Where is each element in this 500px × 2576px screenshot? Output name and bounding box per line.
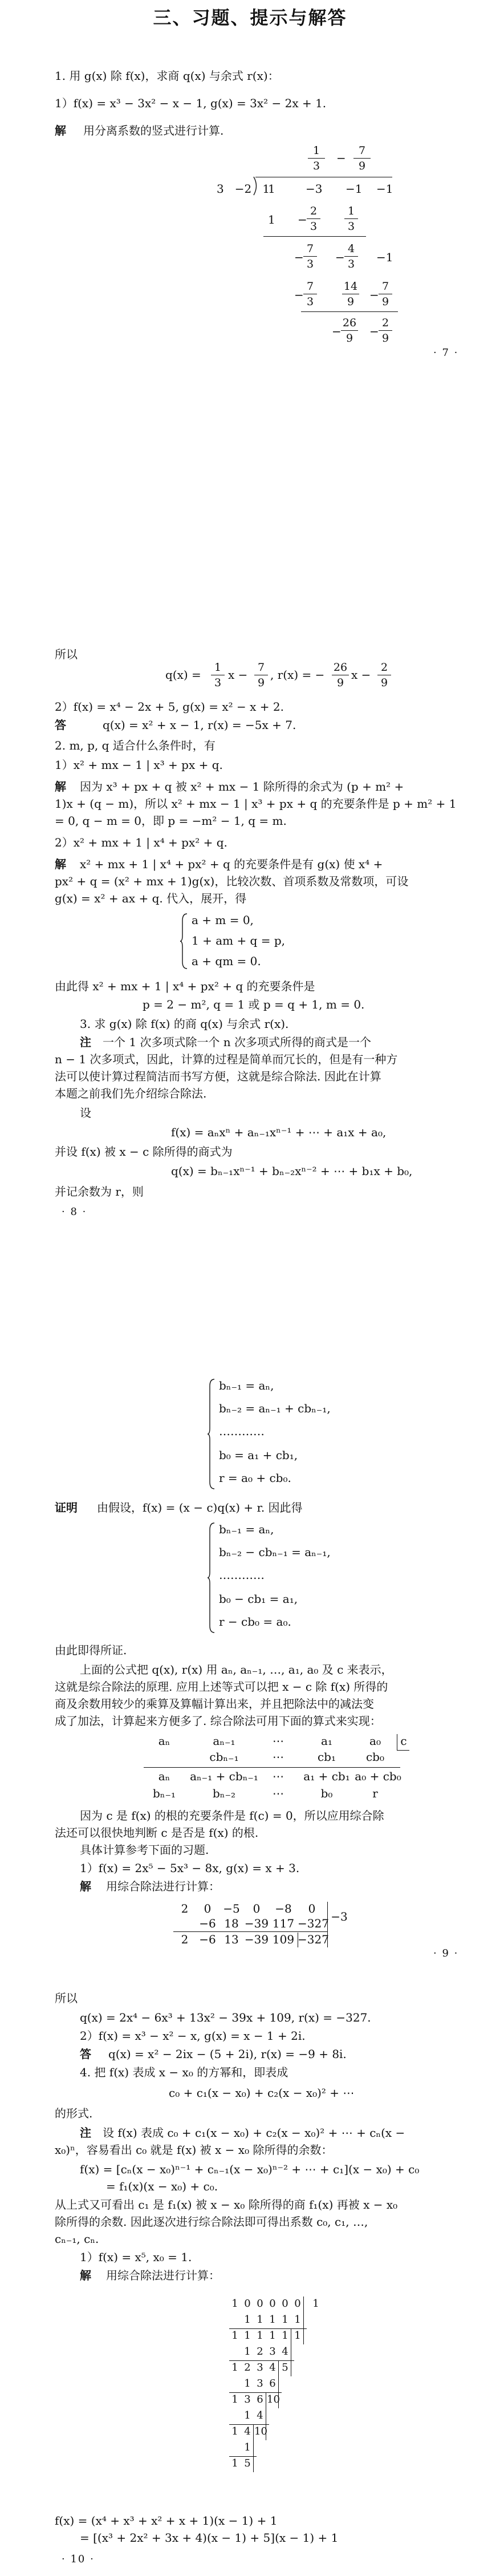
table-cell: 4 — [282, 2346, 288, 2358]
exercise-3-2: 2）f(x) = x³ − x² − x, g(x) = x − 1 + 2i. — [80, 2029, 306, 2043]
note-b: x₀)ⁿ，容易看出 c₀ 就是 f(x) 被 x − x₀ 除所得的余数： — [55, 2143, 333, 2157]
solution-2-1-a: 因为 x³ + px + q 被 x² + mx − 1 除所得的余式为 (p + m² + — [80, 780, 404, 793]
table-cell: 4 — [244, 2425, 251, 2437]
table-cell: 3 — [269, 2346, 276, 2358]
eq-2: = f₁(x)(x − x₀) + c₀. — [106, 2180, 218, 2193]
let: 设 — [80, 1106, 91, 1120]
para-c: 商及余数用较少的乘算及算幅计算出来，并且把除法中的减法变 — [55, 1697, 374, 1711]
power-sum-expr: c₀ + c₁(x − x₀) + c₂(x − x₀)² + ⋯ — [169, 2086, 355, 2100]
form: 的形式. — [55, 2107, 93, 2120]
section-title: 三、习题、提示与解答 — [153, 7, 347, 29]
step1-minus: − — [298, 213, 307, 226]
note-d: 本题之前我们先介绍综合除法. — [55, 1087, 207, 1100]
table-cell: 1 — [294, 2330, 301, 2342]
exercise-3-1: 1）f(x) = 2x⁵ − 5x³ − 8x, g(x) = x + 3. — [80, 1861, 300, 1875]
dividend-3: −1 — [345, 182, 363, 196]
syn-c-underline — [397, 1750, 409, 1751]
proof-label: 证明 — [55, 1501, 78, 1514]
dividend-2: −3 — [306, 182, 323, 196]
step3-b: 14 9 — [342, 280, 359, 309]
t1-r2-1: −6 — [199, 1917, 216, 1930]
step3-minus-c: − — [369, 288, 379, 302]
table-rule — [229, 2328, 307, 2329]
t1-r1-3: 0 — [253, 1902, 261, 1915]
eq-r-lhs: , r(x) = − — [270, 668, 325, 682]
para-d: 成了加法，计算起来方便多了. 综合除法可用下面的算式来实现： — [55, 1714, 381, 1728]
table-cell: 1 — [231, 2330, 238, 2342]
table-divider — [278, 2360, 279, 2408]
solution-text: 用综合除法进行计算： — [106, 2269, 220, 2282]
para-b: 这就是综合除法的原理. 应用上述等式可以把 x − c 除 f(x) 所得的 — [55, 1680, 388, 1694]
solution-2-1-c: = 0, q − m = 0，即 p = −m² − 1, q = m. — [55, 814, 287, 828]
syn-r4-r: r — [372, 1787, 378, 1800]
system2-eq-4: b₀ − cb₁ = a₁, — [219, 1592, 298, 1606]
solution-text: 用综合除法进行计算： — [106, 1880, 220, 1893]
exercise-1-1: 1）f(x) = x³ − 3x² − x − 1, g(x) = 3x² − 2x + 1. — [55, 96, 327, 110]
proof-text: 由假设，f(x) = (x − c)q(x) + r. 因此得 — [97, 1501, 303, 1514]
syn-r1-c: c — [400, 1734, 407, 1748]
system1-eq-5: r = a₀ + cb₀. — [219, 1471, 291, 1485]
table-cell: 1 — [282, 2314, 288, 2326]
table-cell: 10 — [267, 2393, 280, 2405]
t1-r2-3: −39 — [244, 1917, 269, 1930]
page-number: · 8 · — [62, 1206, 87, 1218]
solution-label-2-1: 解 — [55, 780, 66, 793]
table-cell: 3 — [257, 2377, 263, 2389]
syn-r2-cb0: cb₀ — [365, 1750, 385, 1764]
table-cell: 1 — [244, 2346, 251, 2358]
table-cell: 1 — [244, 2330, 251, 2342]
solution-label: 解 — [80, 1880, 91, 1893]
syn-r3-an: aₙ — [158, 1769, 170, 1783]
table-cell: 1 — [244, 2314, 251, 2326]
answer-3-2: q(x) = x² − 2ix − (5 + 2i), r(x) = −9 + 8i. — [108, 2047, 347, 2061]
exercise-2-2: 2）x² + mx + 1 | x⁴ + px² + q. — [55, 836, 227, 849]
table-rule — [229, 2392, 282, 2393]
t1-r2-2: 18 — [224, 1917, 239, 1930]
syn-r3-a0: a₀ + cb₀ — [355, 1769, 401, 1783]
fx-def: f(x) = aₙxⁿ + aₙ₋₁xⁿ⁻¹ + ⋯ + a₁x + a₀, — [171, 1125, 387, 1139]
system-brace — [180, 913, 188, 970]
step4-a: 26 9 — [341, 316, 358, 345]
system1-brace — [208, 1378, 216, 1490]
table-cell: 5 — [244, 2457, 251, 2469]
table-cell: 1 — [257, 2314, 263, 2326]
syn-r4-b0: b₀ — [320, 1787, 333, 1800]
table-cell: 1 — [244, 2377, 251, 2389]
syn-r2-cbn1: cbₙ₋₁ — [209, 1750, 239, 1764]
table-cell: 10 — [254, 2425, 267, 2437]
exercise-2: 2. m, p, q 适合什么条件时，有 — [55, 739, 216, 752]
eq-q-a: 1 3 — [211, 661, 225, 690]
table-cell: 1 — [231, 2457, 238, 2469]
exercise-2-1: 1）x² + mx − 1 | x³ + px + q. — [55, 758, 223, 772]
system1-eq-4: b₀ = a₁ + cb₁, — [219, 1448, 298, 1462]
quotient-coef-b: 7 9 — [353, 144, 371, 173]
t1-r2-5: −327 — [298, 1917, 329, 1930]
table-rule — [229, 2456, 257, 2457]
eq-q-lhs: q(x) = — [165, 668, 205, 682]
eq-r-b: 2 9 — [377, 661, 391, 690]
syn-r4-bn2: bₙ₋₂ — [212, 1787, 236, 1800]
divisor: 3 −2 1 — [217, 182, 270, 196]
solution-2-2-a: x² + mx + 1 | x⁴ + px² + q 的充要条件是有 g(x) 使 x⁴ + — [80, 857, 383, 871]
table-cell: 1 — [269, 2314, 276, 2326]
syn-r1-an1: aₙ₋₁ — [213, 1734, 235, 1748]
system1-eq-1: bₙ₋₁ = aₙ, — [219, 1379, 274, 1392]
t1-r3-1: −6 — [199, 1933, 216, 1946]
table-cell: 0 — [294, 2298, 301, 2310]
answer-1-2: q(x) = x² + x − 1, r(x) = −5x + 7. — [103, 718, 296, 732]
system1-eq-3: ………… — [219, 1424, 265, 1438]
system1-eq-2: bₙ₋₂ = aₙ₋₁ + cbₙ₋₁, — [219, 1402, 331, 1415]
t1-r3-2: 13 — [224, 1933, 239, 1946]
exercise-1-2: 2）f(x) = x⁴ − 2x + 5, g(x) = x² − x + 2. — [55, 700, 284, 714]
step2-c: −1 — [376, 250, 393, 264]
from-c: cₙ₋₁, cₙ. — [55, 2232, 99, 2246]
repeated-synthetic-division — [229, 2295, 326, 2489]
step1-c: 1 3 — [344, 204, 358, 233]
step4-minus-a: − — [332, 325, 342, 338]
suoyi: 所以 — [55, 1991, 78, 2005]
system2-eq-1: bₙ₋₁ = aₙ, — [219, 1522, 274, 1536]
syn-r1-an: aₙ — [158, 1734, 170, 1748]
solution-label-2-2: 解 — [55, 857, 66, 871]
system-eq-2: 1 + am + q = p, — [192, 934, 285, 947]
table-cell: 4 — [269, 2362, 276, 2374]
table-cell: 0 — [257, 2298, 263, 2310]
page-8 — [0, 645, 500, 1249]
table-cell: 0 — [244, 2298, 251, 2310]
step1-a: 1 — [268, 213, 275, 226]
page-10 — [0, 1987, 500, 2575]
answer-label: 答 — [80, 2047, 91, 2061]
table-cell: 1 — [282, 2330, 288, 2342]
t1-divisor: −3 — [331, 1910, 348, 1923]
step2-b: 4 3 — [344, 242, 358, 271]
page-number: · 7 · — [433, 347, 459, 359]
syn-rule — [144, 1767, 400, 1768]
step3-a: 7 3 — [303, 280, 317, 309]
division-bracket — [253, 177, 260, 195]
table-divider — [303, 2296, 304, 2344]
conclusion-b: p = 2 − m², q = 1 或 p = q + 1, m = 0. — [143, 998, 365, 1011]
fx-expansion-a: f(x) = (x⁴ + x³ + x² + x + 1)(x − 1) + 1 — [55, 2514, 278, 2528]
step4-b: 2 9 — [379, 316, 392, 345]
table-cell: 6 — [269, 2377, 276, 2389]
t1-r3-4: 109 — [272, 1933, 295, 1946]
table-cell: 3 — [257, 2362, 263, 2374]
table-cell: 1 — [231, 2393, 238, 2405]
syn-r3-dots: ⋯ — [273, 1769, 284, 1783]
note-b: n − 1 次多项式，因此，计算的过程是简单而冗长的，但是有一种方 — [55, 1052, 398, 1066]
step1-b: 2 3 — [307, 204, 320, 233]
system2-eq-2: bₙ₋₂ − cbₙ₋₁ = aₙ₋₁, — [219, 1545, 331, 1559]
eq-q-b: 7 9 — [254, 661, 268, 690]
system2-eq-3: ………… — [219, 1568, 265, 1582]
syn-r1-dots: ⋯ — [273, 1734, 284, 1748]
table-cell: 4 — [257, 2409, 263, 2421]
table-divider — [253, 2424, 254, 2472]
step3-minus-a: − — [294, 288, 304, 302]
note-a: 一个 1 次多项式除一个 n 次多项式所得的商式是一个 — [103, 1035, 372, 1049]
syn-r2-dots: ⋯ — [273, 1750, 284, 1764]
from-b: 除所得的余数. 因此逐次进行综合除法即可得出系数 c₀, c₁, …, — [55, 2215, 368, 2229]
note-a: 设 f(x) 表成 c₀ + c₁(x − x₀) + c₂(x − x₀)² + ⋯ + cₙ(x − — [103, 2126, 405, 2140]
table-cell: 1 — [244, 2441, 251, 2453]
exercise-4-1: 1）f(x) = x⁵, x₀ = 1. — [80, 2250, 192, 2264]
table-cell: 5 — [282, 2362, 288, 2374]
quotient-coef-a: 1 3 — [308, 144, 325, 173]
table-cell: 2 — [244, 2362, 251, 2374]
table-cell: 1 — [231, 2362, 238, 2374]
suoyi: 所以 — [55, 647, 78, 661]
solution-text: 用分离系数的竖式进行计算. — [83, 124, 224, 137]
para-a: 上面的公式把 q(x), r(x) 用 aₙ, aₙ₋₁, …, a₁, a₀ 及 c 来表示， — [80, 1663, 393, 1676]
note-label: 注 — [80, 2126, 91, 2140]
page-number: · 9 · — [433, 1947, 459, 1959]
syn-r1-a1: a₁ — [321, 1734, 332, 1748]
note-label: 注 — [80, 1035, 91, 1049]
t1-r3-3: −39 — [244, 1933, 269, 1946]
table-cell: 0 — [282, 2298, 288, 2310]
dividend-4: −1 — [376, 182, 393, 196]
system-eq-3: a + qm = 0. — [192, 954, 261, 968]
table-cell: 1 — [294, 2314, 301, 2326]
system2-eq-5: r − cb₀ = a₀. — [219, 1615, 291, 1629]
conclusion-a: 由此得 x² + mx + 1 | x⁴ + px² + q 的充要条件是 — [55, 979, 315, 993]
from-a: 从上式又可看出 c₁ 是 f₁(x) 被 x − x₀ 除所得的商 f₁(x) 再被 x − x₀ — [55, 2198, 398, 2212]
eq-r-a: 26 9 — [332, 661, 349, 690]
solution-label: 解 — [80, 2269, 91, 2282]
table-cell: 6 — [257, 2393, 263, 2405]
table-cell: 0 — [269, 2298, 276, 2310]
and-let: 并设 f(x) 被 x − c 除所得的商式为 — [55, 1145, 233, 1159]
exercise-3: 3. 求 g(x) 除 f(x) 的商 q(x) 与余式 r(x). — [80, 1017, 289, 1031]
t1-r3-0: 2 — [181, 1933, 189, 1946]
solution-2-2-b: px² + q = (x² + mx + 1)g(x)，比较次数、首项系数及常数项，可设 — [55, 874, 409, 888]
table-cell: 1 — [244, 2409, 251, 2421]
exercise-4: 4. 把 f(x) 表成 x − x₀ 的方幂和，即表成 — [80, 2065, 288, 2079]
system-eq-1: a + m = 0, — [192, 913, 254, 927]
table-rule — [229, 2424, 269, 2425]
t1-r1-2: −5 — [223, 1902, 240, 1915]
table-cell: 1 — [257, 2330, 263, 2342]
table-cell: 3 — [244, 2393, 251, 2405]
t1-r1-5: 0 — [308, 1902, 316, 1915]
syn-r3-a1: a₁ + cb₁ — [303, 1769, 350, 1783]
since-b: 法还可以很快地判断 c 是否是 f(x) 的根. — [55, 1826, 259, 1840]
step3-rule — [301, 311, 398, 312]
page-number: · 10 · — [62, 2553, 95, 2565]
t1-r1-0: 2 — [181, 1902, 189, 1915]
t1-rule — [173, 1931, 327, 1932]
eq-r-x: x − — [351, 668, 375, 682]
practice: 具体计算参考下面的习题. — [80, 1843, 209, 1857]
note-c: 法可以使计算过程简洁而书写方便，这就是综合除法. 因此在计算 — [55, 1070, 381, 1083]
answer-label: 答 — [55, 718, 66, 732]
t1-r1-1: 0 — [204, 1902, 212, 1915]
page-9 — [0, 1298, 500, 1960]
remainder-def: 并记余数为 r，则 — [55, 1185, 144, 1198]
step2-a: 7 3 — [303, 242, 317, 271]
t1-r3-5: −327 — [298, 1933, 329, 1946]
step2-minus-a: − — [294, 250, 304, 264]
table-cell: 1 — [231, 2298, 238, 2310]
syn-r4-dots: ⋯ — [273, 1787, 284, 1800]
quotient-minus: − — [336, 151, 346, 165]
table-cell: 1 — [231, 2425, 238, 2437]
t1-r2-4: 117 — [272, 1917, 295, 1930]
result-3-1: q(x) = 2x⁴ − 6x³ + 13x² − 39x + 109, r(x) = −327. — [80, 2011, 371, 2024]
fx-expansion-b: = [(x³ + 2x² + 3x + 4)(x − 1) + 5](x − 1) + 1 — [80, 2531, 339, 2545]
eq-q-x: x − — [228, 668, 251, 682]
solution-2-2-c: g(x) = x² + ax + q. 代入，展开，得 — [55, 892, 247, 905]
qx-def: q(x) = bₙ₋₁xⁿ⁻¹ + bₙ₋₂xⁿ⁻² + ⋯ + b₁x + b₀, — [171, 1164, 413, 1178]
exercise-1-stem: 1. 用 g(x) 除 f(x)，求商 q(x) 与余式 r(x)： — [55, 69, 279, 83]
step4-minus-b: − — [369, 325, 379, 338]
syn-r1-a0: a₀ — [369, 1734, 381, 1748]
t1-r1-4: −8 — [275, 1902, 292, 1915]
table-cell: 2 — [257, 2346, 263, 2358]
page-7 — [0, 0, 500, 530]
table-divisor: 1 — [312, 2298, 319, 2310]
system2-brace — [208, 1522, 216, 1634]
syn-r4-bn1: bₙ₋₁ — [152, 1787, 176, 1800]
since-a: 因为 c 是 f(x) 的根的充要条件是 f(c) = 0，所以应用综合除 — [80, 1809, 384, 1822]
table-rule — [229, 2360, 294, 2361]
step1-rule — [263, 236, 366, 237]
syn-r2-cb1: cb₁ — [317, 1750, 336, 1764]
solution-2-1-b: 1)x + (q − m)，所以 x² + mx − 1 | x³ + px + q 的充要条件是 p + m² + 1 — [55, 797, 457, 811]
proven: 由此即得所证. — [55, 1643, 127, 1657]
solution-label: 解 — [55, 124, 66, 137]
dividend-1: 1 — [268, 182, 275, 196]
table-cell: 1 — [269, 2330, 276, 2342]
step3-c: 7 9 — [379, 280, 392, 309]
step2-minus-b: − — [335, 250, 345, 264]
syn-r3-an1: aₙ₋₁ + cbₙ₋₁ — [190, 1769, 258, 1783]
eq-1: f(x) = [cₙ(x − x₀)ⁿ⁻¹ + cₙ₋₁(x − x₀)ⁿ⁻² + ⋯ + c₁](x − x₀) + c₀ — [80, 2162, 420, 2176]
